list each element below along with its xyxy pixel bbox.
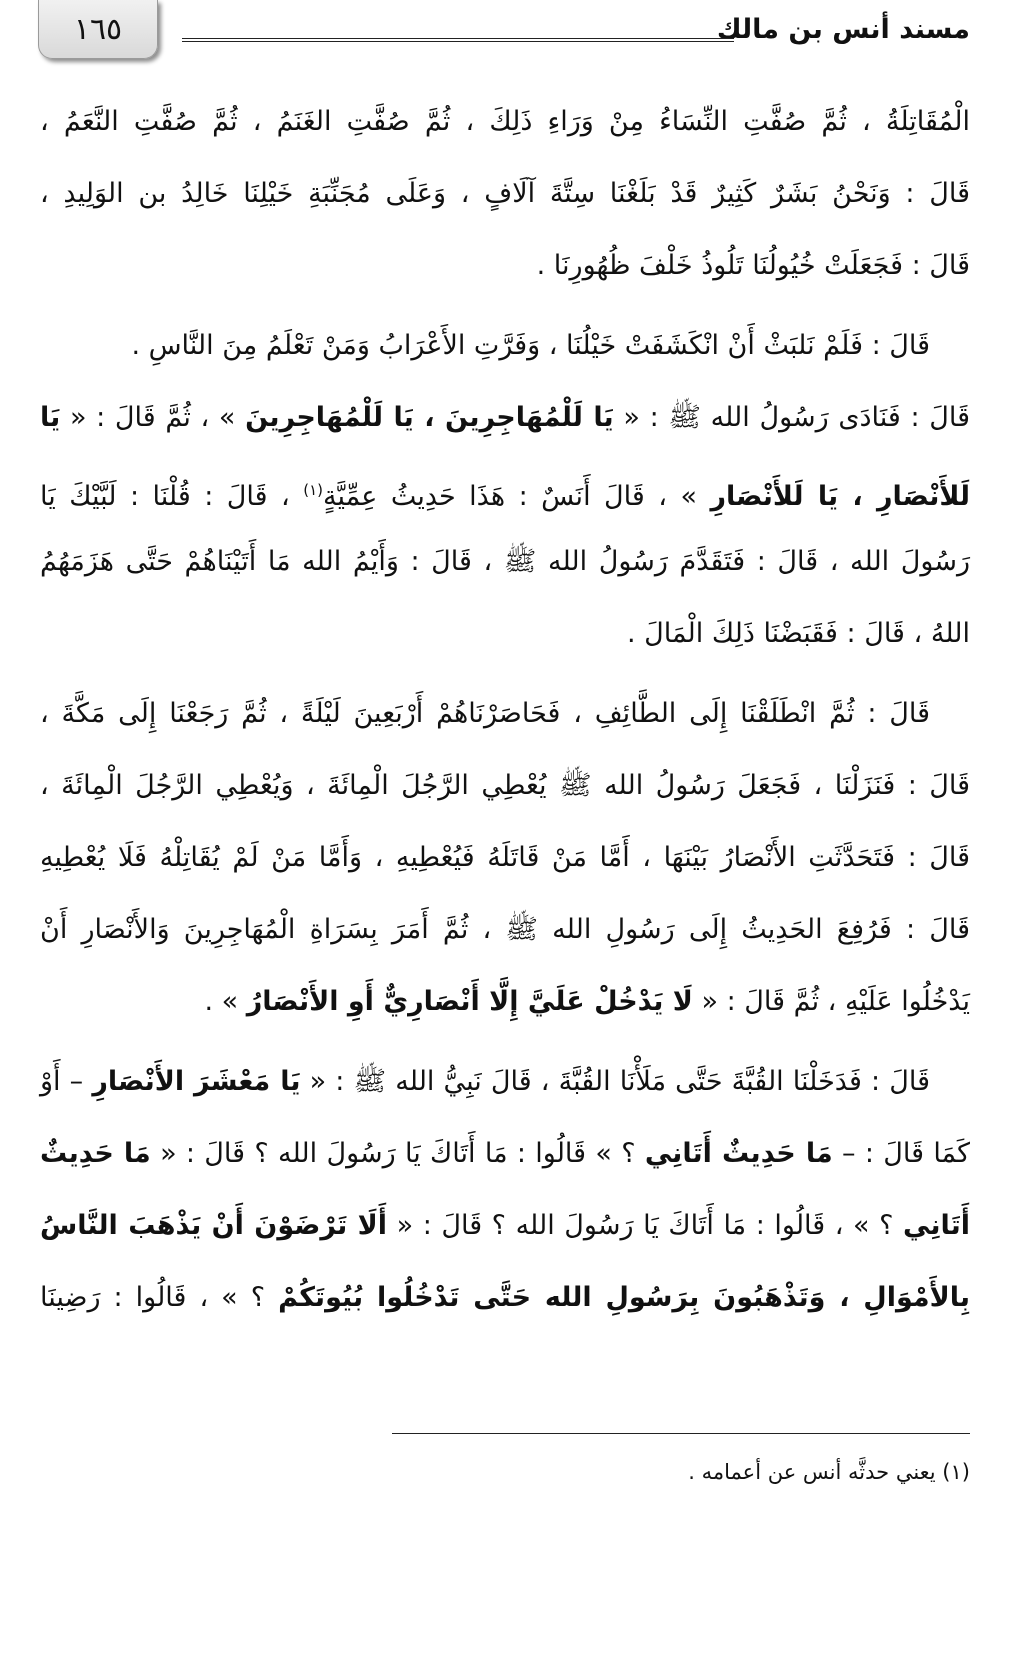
text-segment: ، قَالَ : قُلْنَا : لَبَّيْكَ يَا bbox=[40, 481, 304, 512]
text-segment: قَالَ : وَنَحْنُ بَشَرٌ كَثِيرٌ قَدْ بَلَغْنَا سِتَّةَ آلَافٍ ، وَعَلَى مُجَنِّبَةِ خَيْلِنَا خَالِدُ بن الوَلِيدِ ، bbox=[40, 178, 970, 209]
text-line bbox=[40, 678, 970, 750]
hadith-quote: لَلأَنْصَارِ ، يَا لَلأَنْصَارِ bbox=[710, 481, 971, 512]
text-line bbox=[40, 1190, 970, 1262]
page-number-tab bbox=[38, 0, 158, 59]
text-line bbox=[40, 598, 970, 670]
header-divider bbox=[182, 38, 734, 42]
main-text bbox=[40, 86, 970, 1334]
text-line bbox=[40, 310, 970, 382]
text-segment: قَالَ : فَجَعَلَتْ خُيُولُنَا تَلُوذُ خَلْفَ ظُهُورِنَا . bbox=[536, 250, 970, 281]
text-segment: قَالَ : فَنَادَى رَسُولُ الله ﷺ : « bbox=[613, 402, 970, 433]
text-segment: يَدْخُلُوا عَلَيْهِ ، ثُمَّ قَالَ : « bbox=[692, 986, 970, 1017]
book-title: مسند أنس بن مالك bbox=[716, 14, 970, 45]
text-line bbox=[40, 966, 970, 1038]
text-segment: قَالَ : فَنَزَلْنَا ، فَجَعَلَ رَسُولُ الله ﷺ يُعْطِي الرَّجُلَ الْمِائَةَ ، وَيُعْطِي الرَّجُلَ الْمِائَةَ ، bbox=[40, 770, 970, 801]
paragraph-gap bbox=[40, 1038, 970, 1046]
text-segment: » . bbox=[204, 986, 247, 1017]
text-segment: قَالَ : فَلَمْ نَلبَثْ أَنْ انْكَشَفَتْ خَيْلُنَا ، وَفَرَّتِ الأَعْرَابُ وَمَنْ تَعْلَمُ مِنَ النَّاسِ . bbox=[131, 330, 930, 361]
text-segment: رَسُولَ الله ، قَالَ : فَتَقَدَّمَ رَسُولُ الله ﷺ ، قَالَ : وَأَيْمُ الله مَا أَتَيْنَاهُمْ حَتَّى هَزَمَهُمُ bbox=[40, 546, 970, 577]
text-line bbox=[40, 382, 970, 454]
text-segment: » ، ثُمَّ قَالَ : « bbox=[60, 402, 246, 433]
text-line bbox=[40, 822, 970, 894]
text-line bbox=[40, 526, 970, 598]
text-line bbox=[40, 1046, 970, 1118]
paragraph-gap bbox=[40, 670, 970, 678]
paragraph-gap bbox=[40, 302, 970, 310]
text-segment: قَالَ : ثُمَّ انْطَلَقْنَا إِلَى الطَّائِفِ ، فَحَاصَرْنَاهُمْ أَرْبَعِينَ لَيْلَةً ، ثُمَّ رَجَعْنَا إِلَى مَكَّةَ ، bbox=[40, 698, 930, 729]
running-header bbox=[0, 0, 1010, 80]
hadith-quote: يَا bbox=[40, 402, 61, 433]
text-segment: قَالَ : فَرُفِعَ الحَدِيثُ إِلَى رَسُولِ الله ﷺ ، ثُمَّ أَمَرَ بِسَرَاةِ الْمُهَاجِرِينَ وَالأَنْصَارِ أَنْ bbox=[40, 914, 970, 945]
text-segment: ؟ » قَالُوا : مَا أَتَاكَ يَا رَسُولَ الله ؟ قَالَ : « bbox=[150, 1138, 645, 1169]
text-line bbox=[40, 750, 970, 822]
text-line bbox=[40, 454, 970, 526]
text-segment: » ، قَالَ أَنَسٌ : هَذَا حَدِيثُ عِمِّيَّةٍ bbox=[323, 481, 711, 512]
text-segment: قَالَ : فَتَحَدَّثَتِ الأَنْصَارُ بَيْنَهَا ، أَمَّا مَنْ قَاتَلَهُ فَيُعْطِيهِ ، وَأَمَّا مَنْ لَمْ يُقَاتِلْهُ فَلَا يُعْطِيهِ bbox=[40, 842, 970, 873]
text-line bbox=[40, 1118, 970, 1190]
hadith-quote: بِالأَمْوَالِ ، وَتَذْهَبُونَ بِرَسُولِ الله حَتَّى تَدْخُلُوا بُيُوتَكُمْ bbox=[278, 1282, 971, 1313]
hadith-quote: مَا حَدِيثٌ أَتَانِي bbox=[644, 1138, 833, 1169]
text-line bbox=[40, 158, 970, 230]
text-line bbox=[40, 1262, 970, 1334]
text-line bbox=[40, 894, 970, 966]
text-segment: – أَوْ bbox=[40, 1066, 93, 1097]
text-segment: اللهُ ، قَالَ : فَقَبَضْنَا ذَلِكَ الْمَالَ . bbox=[626, 618, 970, 649]
hadith-quote: أَتَانِي bbox=[903, 1210, 971, 1241]
hadith-quote: يَا لَلْمُهَاجِرِينَ ، يَا لَلْمُهَاجِرِينَ bbox=[245, 402, 614, 433]
text-segment: كَمَا قَالَ : – bbox=[832, 1138, 971, 1169]
hadith-quote: أَلَا تَرْضَوْنَ أَنْ يَذْهَبَ النَّاسُ bbox=[40, 1210, 388, 1241]
text-segment: الْمُقَاتِلَةُ ، ثُمَّ صُفَّتِ النِّسَاءُ مِنْ وَرَاءِ ذَلِكَ ، ثُمَّ صُفَّتِ الغَنَمُ ، ثُمَّ صُفَّتِ النَّعَمُ ، bbox=[40, 106, 970, 137]
text-segment: قَالَ : فَدَخَلْنَا القُبَّةَ حَتَّى مَلَأْنَا القُبَّةَ ، قَالَ نَبِيُّ الله ﷺ : « bbox=[300, 1066, 930, 1097]
text-segment: ؟ » ، قَالُوا : مَا أَتَاكَ يَا رَسُولَ الله ؟ قَالَ : « bbox=[387, 1210, 904, 1241]
text-line bbox=[40, 86, 970, 158]
footnote-marker[interactable]: (١) bbox=[303, 481, 323, 499]
page-number: ١٦٥ bbox=[73, 11, 123, 47]
footnote-divider bbox=[392, 1433, 970, 1434]
footnote: (١) يعني حدثَّه أنس عن أعمامه . bbox=[688, 1460, 970, 1484]
text-line bbox=[40, 230, 970, 302]
hadith-quote: يَا مَعْشَرَ الأَنْصَارِ bbox=[92, 1066, 301, 1097]
hadith-quote: لَا يَدْخُلْ عَلَيَّ إِلَّا أَنْصَارِيٌّ أَوِ الأَنْصَارُ bbox=[246, 986, 693, 1017]
text-segment: ؟ » ، قَالُوا : رَضِينَا bbox=[40, 1282, 279, 1313]
hadith-quote: مَا حَدِيثٌ bbox=[40, 1138, 151, 1169]
